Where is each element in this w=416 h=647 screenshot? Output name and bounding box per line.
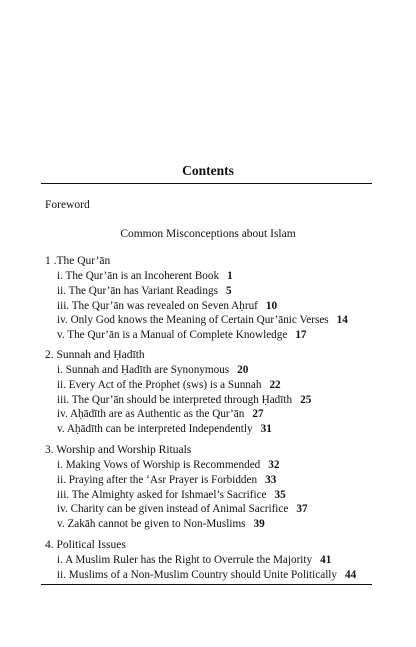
page-number: 17 xyxy=(295,329,307,342)
toc-entry[interactable] xyxy=(45,458,375,473)
toc-entry[interactable] xyxy=(45,328,375,343)
entry-title: ii. Muslims of a Non-Muslim Country should Unite Politically xyxy=(57,568,337,581)
entry-title: ii. Praying after the ‘Asr Prayer is Forbidden xyxy=(57,473,258,486)
page-number: 44 xyxy=(345,568,357,581)
entry-title: iii. The Qur’ān should be interpreted through Ḥadīth xyxy=(57,393,293,406)
section-political xyxy=(45,538,375,583)
page-number: 20 xyxy=(237,364,249,376)
toc-entry[interactable] xyxy=(45,568,375,583)
toc-entry[interactable] xyxy=(45,422,375,437)
section-heading[interactable]: 3. Worship and Worship Rituals xyxy=(45,444,192,456)
section-heading[interactable]: 1 .The Qur’ān xyxy=(45,255,111,267)
page-number: 27 xyxy=(252,408,264,421)
page-number: 35 xyxy=(274,488,286,501)
entry-title: iv. Aḥādīth are as Authentic as the Qur’ān xyxy=(57,408,245,421)
foreword-entry[interactable]: Foreword xyxy=(45,199,90,211)
page-number: 39 xyxy=(253,518,265,531)
toc-entry[interactable] xyxy=(45,553,375,568)
page-number: 5 xyxy=(225,284,232,297)
section-sunnah-hadith xyxy=(45,348,375,437)
page-number: 32 xyxy=(268,459,280,471)
toc-entry[interactable] xyxy=(45,488,375,503)
page-number: 25 xyxy=(300,393,312,406)
section-heading[interactable]: 4. Political Issues xyxy=(45,539,126,551)
toc-entry[interactable] xyxy=(45,269,375,284)
page-number: 10 xyxy=(265,299,278,312)
toc-entry[interactable] xyxy=(45,502,375,517)
contents-subtitle: Common Misconceptions about Islam xyxy=(120,228,296,240)
entry-title: iii. The Almighty asked for Ishmael’s Sacrifice xyxy=(57,488,267,501)
toc-entry[interactable] xyxy=(45,473,375,488)
page-title: Contents xyxy=(182,163,234,178)
entry-title: v. The Qur’ān is a Manual of Complete Knowledge xyxy=(57,329,288,342)
page-number: 1 xyxy=(227,270,233,282)
entry-title: i. Making Vows of Worship is Recommended xyxy=(57,459,261,471)
toc-entry[interactable] xyxy=(45,313,375,328)
section-heading[interactable]: 2. Sunnah and Ḥadīth xyxy=(45,349,145,361)
entry-title: i. Sunnah and Ḥadīth are Synonymous xyxy=(57,364,230,376)
entry-title: i. The Qur’ān is an Incoherent Book xyxy=(57,270,220,282)
page-number: 31 xyxy=(260,423,272,436)
section-quran xyxy=(45,254,375,343)
page-number: 41 xyxy=(320,554,332,566)
entry-title: iv. Only God knows the Meaning of Certain Qur’ānic Verses xyxy=(57,314,329,327)
toc-entry[interactable] xyxy=(45,393,375,408)
toc-entry[interactable] xyxy=(45,363,375,378)
page-number: 22 xyxy=(269,378,281,391)
top-divider xyxy=(41,183,372,184)
toc-entry[interactable] xyxy=(45,517,375,532)
page-number: 37 xyxy=(296,503,308,516)
entry-title: iv. Charity can be given instead of Animal Sacrifice xyxy=(57,503,289,516)
entry-title: v. Aḥādīth can be interpreted Independently xyxy=(57,423,253,436)
toc-entry[interactable] xyxy=(45,299,375,314)
section-worship xyxy=(45,443,375,532)
page-number: 33 xyxy=(265,473,277,486)
toc-entry[interactable] xyxy=(45,378,375,393)
entry-title: ii. Every Act of the Prophet (sws) is a Sunnah xyxy=(57,378,262,391)
entry-title: i. A Muslim Ruler has the Right to Overrule the Majority xyxy=(57,554,313,566)
bottom-divider xyxy=(41,584,372,585)
entry-title: v. Zakāh cannot be given to Non-Muslims xyxy=(57,518,246,531)
toc-entry[interactable] xyxy=(45,407,375,422)
entry-title: ii. The Qur’ān has Variant Readings xyxy=(57,284,218,297)
toc-entry[interactable] xyxy=(45,284,375,299)
entry-title: iii. The Qur’ān was revealed on Seven Aḥruf xyxy=(57,299,258,312)
page-number: 14 xyxy=(336,314,348,327)
